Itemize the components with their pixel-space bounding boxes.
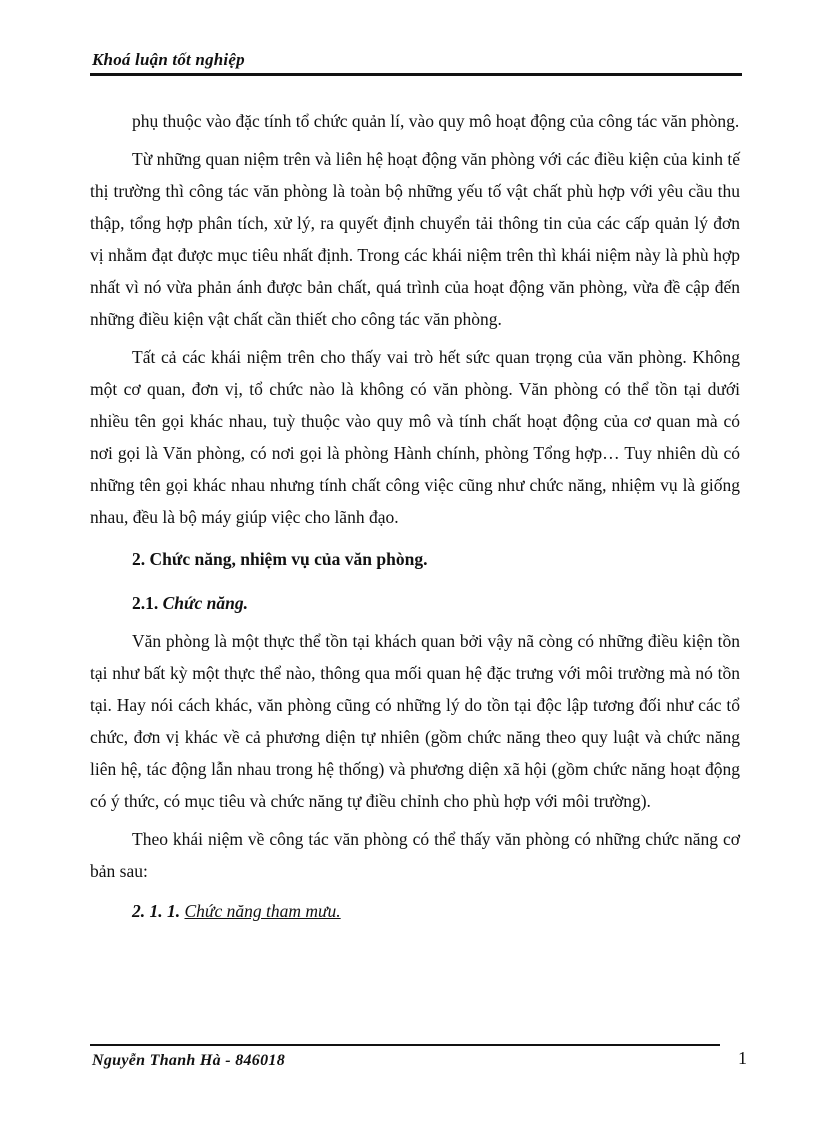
section-heading-2: 2. Chức năng, nhiệm vụ của văn phòng. [132,549,428,569]
paragraph-2: Từ những quan niệm trên và liên hệ hoạt động văn phòng với các điều kiện của kinh tế thị trường thì công tác văn phòng là toàn bộ những yếu tố vật chất phù hợp với yêu cầu thu thập, tổng hợp phân tích, xử lý, ra quyết định chuyển tải thông tin của các cấp quản lý đơn vị nhằm đạt được mục tiêu nhất định. Trong các khái niệm trên thì khái niệm này là phù hợp nhất vì nó vừa phản ánh được bản chất, quá trình của hoạt động văn phòng, vừa đề cập đến những điều kiện vật chất cần thiết cho công tác văn phòng. [90,149,740,329]
paragraph-4: Văn phòng là một thực thể tồn tại khách quan bởi vậy nã còng có những điều kiện tồn tại như bất kỳ một thực thể nào, thông qua mối quan hệ đặc trưng với môi trường mà nó tồn tại. Hay nói cách khác, văn phòng cũng có những lý do tồn tại độc lập tương đối như các tổ chức, đơn vị khác về cả phương diện tự nhiên (gồm chức năng theo quy luật và chức năng liên hệ, tác động lẫn nhau trong hệ thống) và phương diện xã hội (gồm chức năng hoạt động có ý thức, có mục tiêu và chức năng tự điều chỉnh cho phù hợp với môi trường). [90,631,740,811]
header-divider [90,73,742,76]
section-heading-2-1-1 [90,895,740,927]
section-heading-2-1 [90,587,740,619]
paragraph-5: Theo khái niệm về công tác văn phòng có thể thấy văn phòng có những chức năng cơ bản sau: [90,829,740,881]
section-number: 2.1. [132,593,159,613]
paragraph-3: Tất cả các khái niệm trên cho thấy vai trò hết sức quan trọng của văn phòng. Không một cơ quan, đơn vị, tổ chức nào là không có văn phòng. Văn phòng có thể tồn tại dưới nhiều tên gọi khác nhau, tuỳ thuộc vào quy mô và tính chất hoạt động của cơ quan mà có nơi gọi là Văn phòng, có nơi gọi là phòng Hành chính, phòng Tổng hợp… Tuy nhiên dù có những tên gọi khác nhau nhưng tính chất công việc cũng như chức năng, nhiệm vụ là giống nhau, đều là bộ máy giúp việc cho lãnh đạo. [90,347,740,527]
page-number: 1 [738,1048,747,1068]
section-title: Chức năng tham mưu. [184,901,341,921]
footer-author: Nguyễn Thanh Hà - 846018 [92,1052,285,1069]
document-body [90,105,740,927]
paragraph-1: phụ thuộc vào đặc tính tổ chức quản lí, vào quy mô hoạt động của công tác văn phòng. [132,111,740,131]
footer-divider [90,1044,720,1046]
section-title: Chức năng. [162,593,248,613]
header-title: Khoá luận tốt nghiệp [92,50,245,69]
section-number: 2. 1. 1. [132,901,181,921]
